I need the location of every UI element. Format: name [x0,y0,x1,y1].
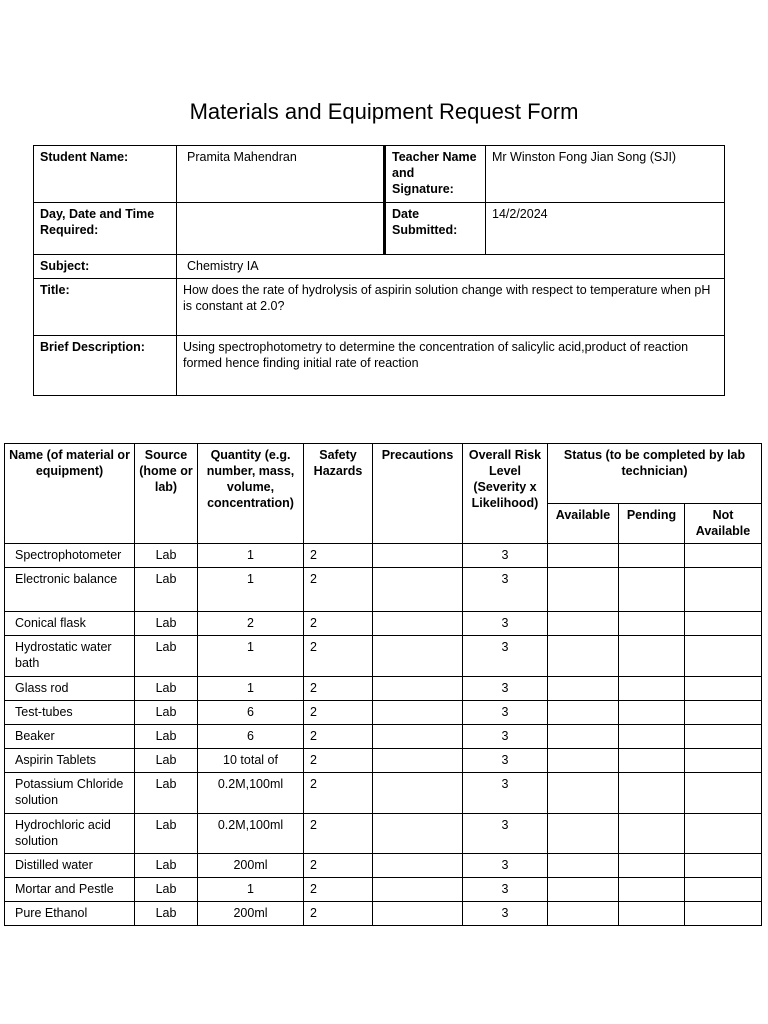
title-label: Title: [34,279,177,336]
precautions-cell[interactable] [373,636,463,677]
status-pending-cell[interactable] [619,568,685,612]
status-not-available-cell[interactable] [685,568,762,612]
status-pending-cell[interactable] [619,814,685,854]
risk-cell[interactable]: 3 [463,612,548,636]
teacher-label: Teacher Name and Signature: [385,146,486,203]
status-available-cell[interactable] [548,854,619,878]
quantity-cell[interactable]: 0.2M,100ml [198,814,304,854]
source-cell[interactable]: Lab [135,701,198,725]
table-row [5,902,762,926]
risk-cell[interactable]: 3 [463,854,548,878]
status-not-available-cell[interactable] [685,749,762,773]
material-name-cell[interactable]: Potassium Chloride solution [5,773,135,814]
risk-cell[interactable]: 3 [463,725,548,749]
source-cell[interactable]: Lab [135,544,198,568]
table-row [5,725,762,749]
material-name-cell[interactable]: Hydrochloric acid solution [5,814,135,854]
status-pending-cell[interactable] [619,677,685,701]
info-row-dates [34,203,725,255]
source-cell[interactable]: Lab [135,854,198,878]
status-pending-cell[interactable] [619,749,685,773]
table-row [5,854,762,878]
header-name: Name (of material or equipment) [5,444,135,544]
info-row-subject [34,255,725,279]
precautions-cell[interactable] [373,749,463,773]
status-available-cell[interactable] [548,725,619,749]
precautions-cell[interactable] [373,677,463,701]
status-available-cell[interactable] [548,612,619,636]
form-title: Materials and Equipment Request Form [189,99,579,124]
material-name-cell[interactable]: Glass rod [5,677,135,701]
hazards-cell[interactable]: 2 [304,701,373,725]
teacher-field[interactable]: Mr Winston Fong Jian Song (SJI) [486,146,725,203]
status-not-available-cell[interactable] [685,773,762,814]
status-available-cell[interactable] [548,878,619,902]
source-cell[interactable]: Lab [135,677,198,701]
material-name-cell[interactable]: Hydrostatic water bath [5,636,135,677]
status-available-cell[interactable] [548,544,619,568]
hazards-cell[interactable]: 2 [304,814,373,854]
hazards-cell[interactable]: 2 [304,725,373,749]
material-name-cell[interactable]: Pure Ethanol [5,902,135,926]
description-label: Brief Description: [34,336,177,396]
subject-label: Subject: [34,255,177,279]
info-row-description [34,336,725,396]
quantity-cell[interactable]: 10 total of [198,749,304,773]
quantity-cell[interactable]: 0.2M,100ml [198,773,304,814]
status-pending-cell[interactable] [619,902,685,926]
risk-cell[interactable]: 3 [463,544,548,568]
hazards-cell[interactable]: 2 [304,677,373,701]
hazards-cell[interactable]: 2 [304,773,373,814]
status-available-cell[interactable] [548,749,619,773]
status-pending-cell[interactable] [619,854,685,878]
material-name-cell[interactable]: Beaker [5,725,135,749]
status-pending-cell[interactable] [619,612,685,636]
hazards-cell[interactable]: 2 [304,612,373,636]
material-name-cell[interactable]: Electronic balance [5,568,135,612]
header-hazards: Safety Hazards [304,444,373,544]
status-not-available-cell[interactable] [685,902,762,926]
hazards-cell[interactable]: 2 [304,749,373,773]
materials-header-row [5,444,762,504]
hazards-cell[interactable]: 2 [304,854,373,878]
table-row [5,612,762,636]
quantity-cell[interactable]: 200ml [198,902,304,926]
precautions-cell[interactable] [373,854,463,878]
material-name-cell[interactable]: Aspirin Tablets [5,749,135,773]
status-available-cell[interactable] [548,701,619,725]
risk-cell[interactable]: 3 [463,568,548,612]
table-row [5,814,762,854]
material-name-cell[interactable]: Mortar and Pestle [5,878,135,902]
source-cell[interactable]: Lab [135,773,198,814]
precautions-cell[interactable] [373,568,463,612]
quantity-cell[interactable]: 1 [198,544,304,568]
material-name-cell[interactable]: Test-tubes [5,701,135,725]
quantity-cell[interactable]: 1 [198,636,304,677]
precautions-cell[interactable] [373,544,463,568]
quantity-cell[interactable]: 1 [198,568,304,612]
student-info-table [33,145,725,396]
precautions-cell[interactable] [373,725,463,749]
source-cell[interactable]: Lab [135,568,198,612]
date-required-label: Day, Date and Time Required: [34,203,177,255]
quantity-cell[interactable]: 1 [198,878,304,902]
status-not-available-cell[interactable] [685,701,762,725]
info-row-student [34,146,725,203]
header-precautions: Precautions [373,444,463,544]
risk-cell[interactable]: 3 [463,636,548,677]
status-pending-cell[interactable] [619,544,685,568]
table-row [5,749,762,773]
header-available: Available [548,504,619,544]
risk-cell[interactable]: 3 [463,902,548,926]
risk-cell[interactable]: 3 [463,701,548,725]
header-pending: Pending [619,504,685,544]
table-row [5,636,762,677]
precautions-cell[interactable] [373,773,463,814]
student-name-label: Student Name: [34,146,177,203]
status-not-available-cell[interactable] [685,544,762,568]
date-submitted-label: Date Submitted: [385,203,486,255]
student-name-field[interactable]: Pramita Mahendran [177,146,385,203]
precautions-cell[interactable] [373,612,463,636]
status-not-available-cell[interactable] [685,878,762,902]
header-source: Source (home or lab) [135,444,198,544]
precautions-cell[interactable] [373,814,463,854]
risk-cell[interactable]: 3 [463,749,548,773]
header-quantity: Quantity (e.g. number, mass, volume, concentration) [198,444,304,544]
status-not-available-cell[interactable] [685,854,762,878]
subject-field[interactable]: Chemistry IA [177,255,725,279]
source-cell[interactable]: Lab [135,814,198,854]
source-cell[interactable]: Lab [135,878,198,902]
hazards-cell[interactable]: 2 [304,878,373,902]
status-not-available-cell[interactable] [685,725,762,749]
hazards-cell[interactable]: 2 [304,636,373,677]
source-cell[interactable]: Lab [135,725,198,749]
status-not-available-cell[interactable] [685,612,762,636]
risk-cell[interactable]: 3 [463,814,548,854]
source-cell[interactable]: Lab [135,612,198,636]
header-not-available: Not Available [685,504,762,544]
header-risk: Overall Risk Level (Severity x Likelihood) [463,444,548,544]
status-available-cell[interactable] [548,636,619,677]
date-required-field[interactable] [177,203,385,255]
source-cell[interactable]: Lab [135,902,198,926]
source-cell[interactable]: Lab [135,749,198,773]
status-not-available-cell[interactable] [685,814,762,854]
quantity-cell[interactable]: 1 [198,677,304,701]
status-available-cell[interactable] [548,902,619,926]
status-available-cell[interactable] [548,568,619,612]
risk-cell[interactable]: 3 [463,677,548,701]
status-pending-cell[interactable] [619,701,685,725]
material-name-cell[interactable]: Conical flask [5,612,135,636]
status-available-cell[interactable] [548,677,619,701]
table-row [5,878,762,902]
status-available-cell[interactable] [548,814,619,854]
header-status: Status (to be completed by lab technician) [548,444,762,504]
source-cell[interactable]: Lab [135,636,198,677]
precautions-cell[interactable] [373,701,463,725]
description-field[interactable]: Using spectrophotometry to determine the concentration of salicylic acid,product of reaction formed hence finding initial rate of reaction [177,336,725,396]
hazards-cell[interactable]: 2 [304,544,373,568]
status-pending-cell[interactable] [619,878,685,902]
material-name-cell[interactable]: Spectrophotometer [5,544,135,568]
table-row [5,677,762,701]
hazards-cell[interactable]: 2 [304,568,373,612]
status-available-cell[interactable] [548,773,619,814]
table-row [5,773,762,814]
table-row [5,544,762,568]
quantity-cell[interactable]: 6 [198,725,304,749]
precautions-cell[interactable] [373,878,463,902]
date-submitted-field[interactable]: 14/2/2024 [486,203,725,255]
status-not-available-cell[interactable] [685,677,762,701]
status-pending-cell[interactable] [619,725,685,749]
precautions-cell[interactable] [373,902,463,926]
title-field[interactable]: How does the rate of hydrolysis of aspirin solution change with respect to temperature when pH is constant at 2.0? [177,279,725,336]
material-name-cell[interactable]: Distilled water [5,854,135,878]
info-row-title [34,279,725,336]
table-row [5,701,762,725]
status-pending-cell[interactable] [619,636,685,677]
materials-body [5,544,762,926]
hazards-cell[interactable]: 2 [304,902,373,926]
materials-table [4,443,762,926]
quantity-cell[interactable]: 2 [198,612,304,636]
status-not-available-cell[interactable] [685,636,762,677]
risk-cell[interactable]: 3 [463,773,548,814]
table-row [5,568,762,612]
quantity-cell[interactable]: 200ml [198,854,304,878]
status-pending-cell[interactable] [619,773,685,814]
risk-cell[interactable]: 3 [463,878,548,902]
quantity-cell[interactable]: 6 [198,701,304,725]
